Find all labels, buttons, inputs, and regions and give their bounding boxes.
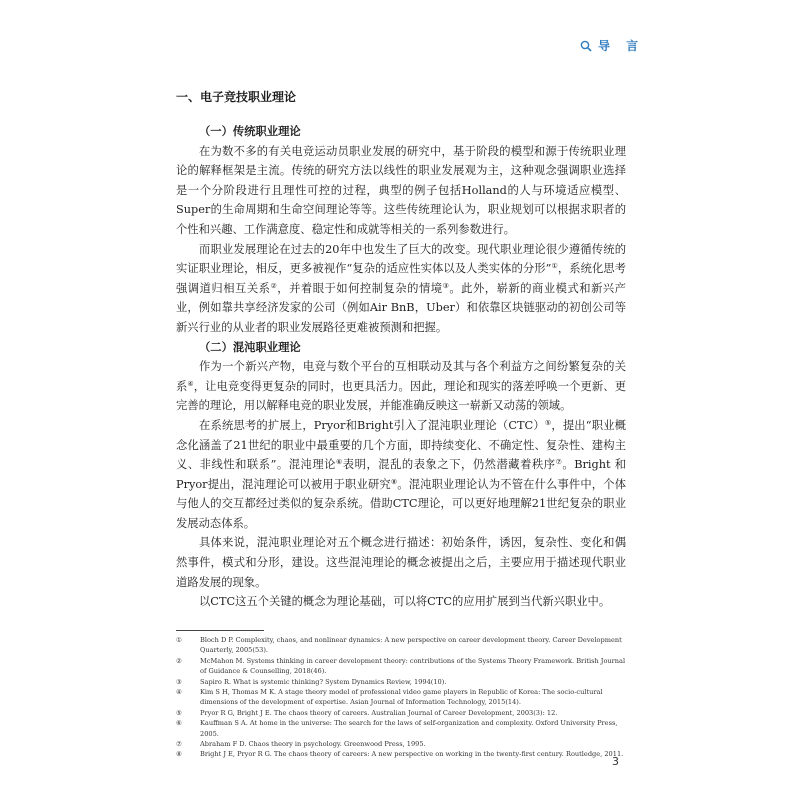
text-span: ，提出“职业概念化涵盖了21世纪的职业中最重要的几个方面，即持续变化、不确定性、复杂性、建构主义、非线性和联系”。混沌理论 [176,418,626,472]
text-span: 在系统思考的扩展上，Pryor和Bright引入了混沌职业理论（CTC） [199,418,545,432]
footnote-ref: ① [551,262,558,271]
footnote-number: ⑥ [176,719,182,728]
page-number: 3 [612,755,619,768]
footnote-number: ⑦ [176,740,182,749]
section-title: 一、电子竞技职业理论 [176,90,297,104]
magnifier-icon [580,40,592,52]
footnote-text: McMahon M. Systems thinking in career development theory: contributions of the Systems Theory Framework. British Journal of Guidance & Counselling, 2018(46). [200,656,626,676]
footnote-item [176,749,626,759]
footnotes [176,635,626,760]
paragraph-3 [176,357,626,416]
paragraph-5: 具体来说，混沌职业理论对五个概念进行描述：初始条件，诱因，复杂性、变化和偶然事件，模式和分形，建设。这些混沌理论的概念被提出之后，主要应用于描述现代职业道路发展的现象。 [176,536,626,589]
text-span: ，并着眼于如何控制复杂的情境 [277,281,443,295]
chapter-label: 导 言 [598,39,645,53]
footnote-ref: ⑧ [390,477,398,486]
footnote-text: Bloch D P. Complexity, chaos, and nonlinear dynamics: A new perspective on career development theory. Career Development Quarterly, 2005(53). [200,636,622,655]
footnote-item [176,687,626,708]
body-text [176,122,626,612]
paragraph-4 [176,416,626,534]
footnote-item [176,739,626,749]
footnote-text: Abraham F D. Chaos theory in psychology. Greenwood Press, 1995. [200,740,426,749]
text-span: 。Bright 和 Pryor提出，混沌理论可以被用于职业研究 [176,458,627,491]
footnote-text: Kauffman S A. At home in the universe: The search for the laws of self-organization and complexity. Oxford University Press, 2005. [200,719,618,738]
paragraph-1: 在为数不多的有关电竞运动员职业发展的研究中，基于阶段的模型和源于传统职业理论的解释框架是主流。传统的研究方法以线性的职业发展观为主，这种观念强调职业选择是一个分阶段进行且理性可控的过程，典型的例子包括Holland的人与环境适应模型、Super的生命周期和生命空间理论等等。这些传统理论认为，职业规划可以根据求职者的个性和兴趣、工作满意度、稳定性和成就等相关的一系列参数进行。 [176,144,626,236]
footnote-number: ① [176,636,182,644]
subsection-title-chaos: （二）混沌职业理论 [199,339,301,354]
footnote-ref: ④ [187,379,194,388]
footnote-ref: ⑥ [335,458,343,467]
footnote-text: Kim S H, Thomas M K. A stage theory model of professional video game players in Republic of Korea: The socio-cultural dimensions of the development of expertise. Asian Journal of Information Technology, 2015(14). [200,688,603,707]
footnote-divider [176,630,264,631]
text-span: 而职业发展理论在过去的20年中也发生了巨大的改变。现代职业理论很少遵循传统的实证职业理论，相反，更多被视作“复杂的适应性实体以及人类实体的分形” [176,242,626,276]
footnote-ref: ③ [442,281,450,290]
footnote-text: Sapiro R. What is systemic thinking? System Dynamics Review, 1994(10). [200,677,447,686]
chapter-header [580,37,644,54]
footnote-item [176,708,626,718]
footnote-number: ③ [176,677,182,686]
footnote-text: Pryor R G, Bright J E. The chaos theory of careers. Australian Journal of Career Development, 2003(3): 12. [200,708,558,717]
footnote-item [176,677,626,687]
footnote-text: Bright J E, Pryor R G. The chaos theory of careers: A new perspective on working in the twenty-first century. Routledge, 2011. [200,750,624,759]
footnote-item [176,635,626,656]
paragraph-2 [176,240,626,338]
footnote-number: ④ [176,688,182,697]
text-span: ，让电竞变得更复杂的同时，也更具活力。因此，理论和现实的落差呼唤一个更新、更完善的理论，用以解释电竞的职业发展，并能准确反映这一崭新又动荡的领域。 [176,379,626,413]
footnote-number: ⑤ [176,708,182,717]
footnote-number: ② [176,656,182,665]
footnote-item [176,718,626,739]
footnote-ref: ② [270,281,278,290]
text-span: 。混沌职业理论认为不管在什么事件中，个体与他人的交互都经过类似的复杂系统。借助CTC理论，可以更好地理解21世纪复杂的职业发展动态体系。 [176,477,626,530]
text-span: 作为一个新兴产物，电竞与数个平台的互相联动及其与各个利益方之间纷繁复杂的关系 [176,360,626,393]
footnote-ref: ⑤ [544,418,552,427]
subsection-title-traditional: （一）传统职业理论 [199,124,301,138]
text-span: ，系统化思考强调道归相互关系 [176,262,626,295]
text-span: 。此外，崭新的商业模式和新兴产业，例如靠共享经济发家的公司（例如Air BnB，Uber）和依靠区块链驱动的初创公司等新兴行业的从业者的职业发展路径更难被预测和把握。 [176,281,626,334]
paragraph-6: 以CTC这五个关键的概念为理论基础，可以将CTC的应用扩展到当代新兴职业中。 [199,595,611,609]
text-span: 表明，混乱的表象之下，仍然潜藏着秩序 [342,458,556,472]
footnote-item [176,656,626,677]
footnote-number: ⑧ [176,750,182,759]
footnote-ref: ⑦ [555,458,563,467]
